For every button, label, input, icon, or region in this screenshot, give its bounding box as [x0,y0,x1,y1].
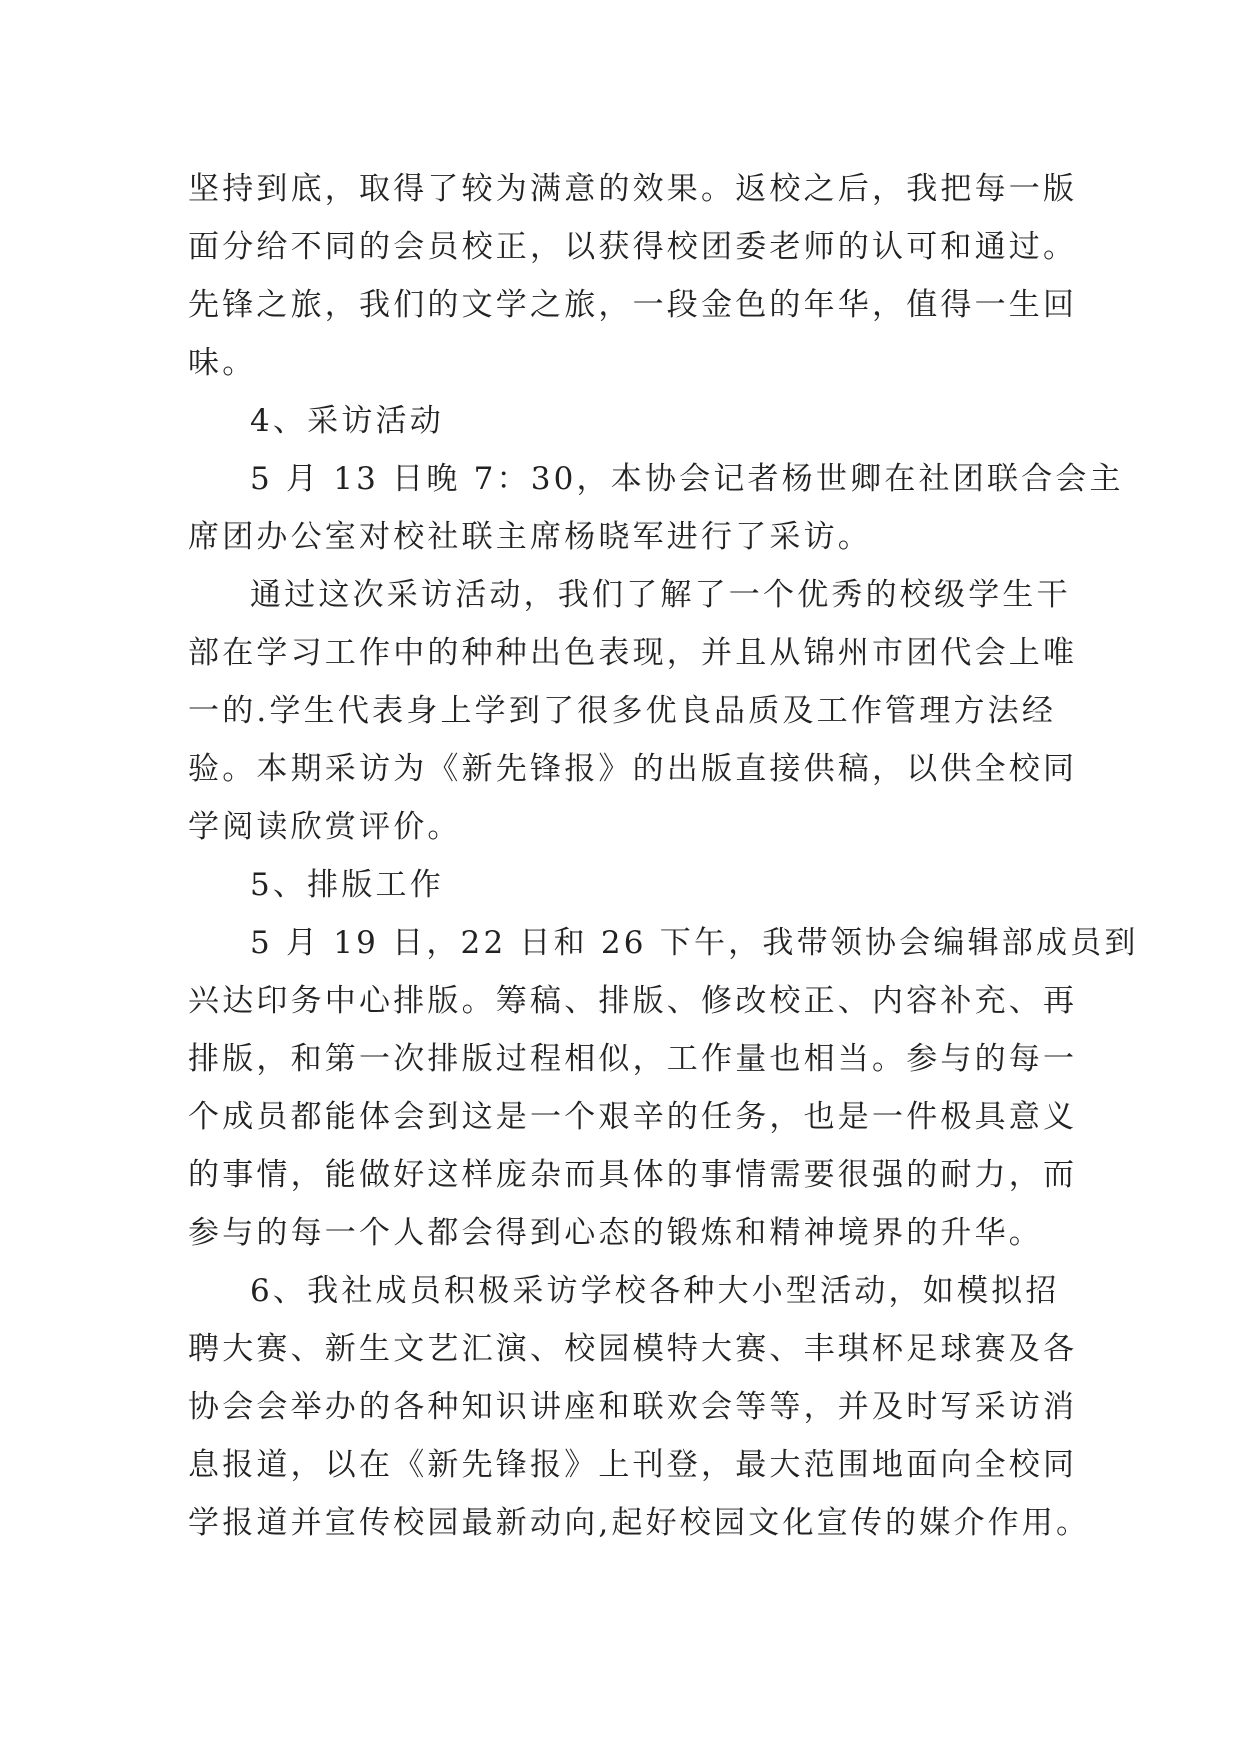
paragraph-line: 协会会举办的各种知识讲座和联欢会等等，并及时写采访消 [188,1389,1078,1425]
paragraph-line: 5 月 19 日，22 日和 26 下午，我带领协会编辑部成员到 [250,925,1139,961]
paragraph-line: 排版，和第一次排版过程相似，工作量也相当。参与的每一 [188,1041,1078,1077]
paragraph-line: 味。 [188,345,257,381]
paragraph-line: 部在学习工作中的种种出色表现，并且从锦州市团代会上唯 [188,635,1078,671]
paragraph-line: 聘大赛、新生文艺汇演、校园模特大赛、丰琪杯足球赛及各 [188,1331,1078,1367]
paragraph-line: 个成员都能体会到这是一个艰辛的任务，也是一件极具意义 [188,1099,1078,1135]
paragraph-line: 一的.学生代表身上学到了很多优良品质及工作管理方法经 [188,693,1057,729]
paragraph-line: 6、我社成员积极采访学校各种大小型活动，如模拟招 [250,1273,1060,1309]
paragraph-line: 面分给不同的会员校正，以获得校团委老师的认可和通过。 [188,229,1078,265]
paragraph-line: 先锋之旅，我们的文学之旅，一段金色的年华，值得一生回 [188,287,1078,323]
document-body [188,160,1139,1552]
paragraph-line: 的事情，能做好这样庞杂而具体的事情需要很强的耐力，而 [188,1157,1078,1193]
paragraph-line: 5 月 13 日晚 7：30，本协会记者杨世卿在社团联合会主 [250,461,1124,497]
paragraph-line: 兴达印务中心排版。筹稿、排版、修改校正、内容补充、再 [188,983,1078,1019]
paragraph-line: 学阅读欣赏评价。 [188,809,462,845]
paragraph-line: 验。本期采访为《新先锋报》的出版直接供稿，以供全校同 [188,751,1078,787]
paragraph-line: 学报道并宣传校园最新动向,起好校园文化宣传的媒介作用。 [188,1505,1091,1541]
section-heading: 4、采访活动 [250,403,444,439]
paragraph-line: 席团办公室对校社联主席杨晓军进行了采访。 [188,519,872,555]
paragraph-line: 参与的每一个人都会得到心态的锻炼和精神境界的升华。 [188,1215,1043,1251]
section-heading: 5、排版工作 [250,867,444,903]
paragraph-line: 坚持到底，取得了较为满意的效果。返校之后，我把每一版 [188,171,1078,207]
paragraph-line: 通过这次采访活动，我们了解了一个优秀的校级学生干 [250,577,1071,613]
paragraph-line: 息报道，以在《新先锋报》上刊登，最大范围地面向全校同 [188,1447,1078,1483]
